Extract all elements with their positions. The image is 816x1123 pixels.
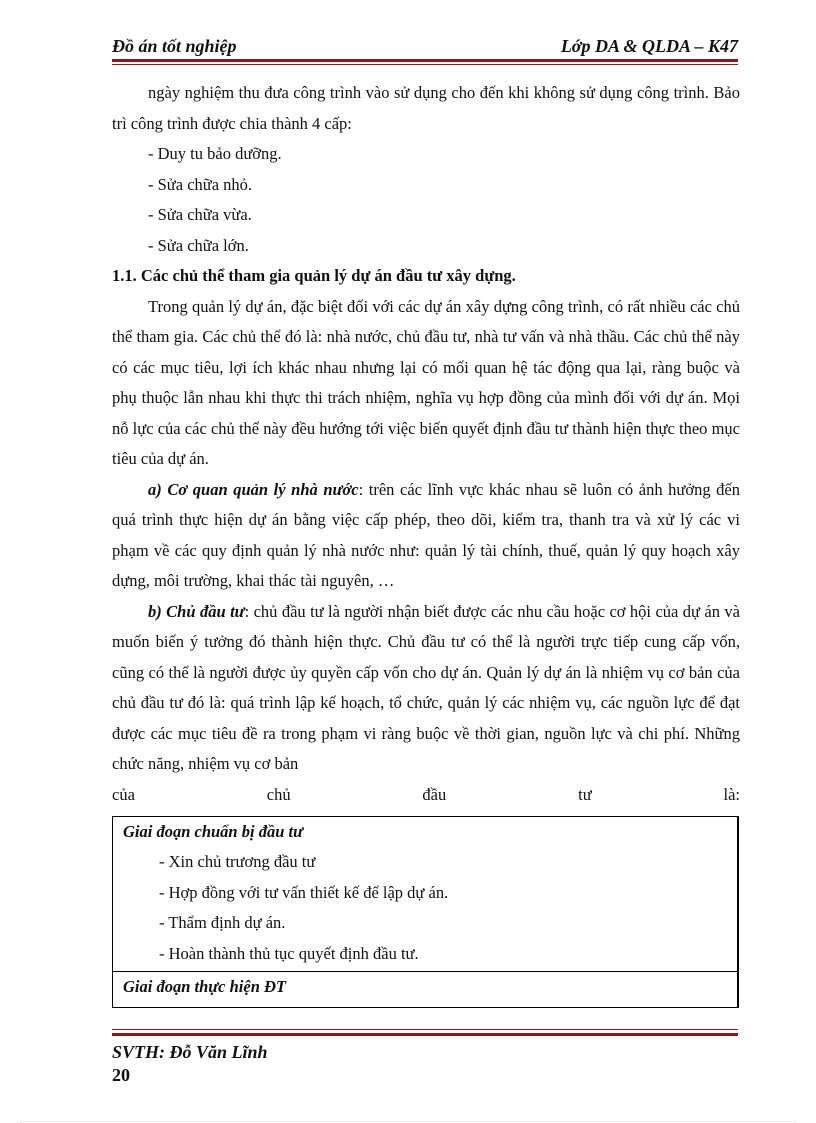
level-item: - Sửa chữa vừa. — [148, 205, 252, 224]
header-rule — [112, 59, 738, 62]
header-class: Lớp DA & QLDA – K47 — [560, 36, 738, 56]
header-title: Đồ án tốt nghiệp — [112, 36, 237, 56]
investor-label: b) Chủ đầu tư — [148, 601, 245, 621]
page-footer — [112, 1042, 268, 1086]
paragraph-state-agency — [112, 475, 740, 597]
stage-item: - Hợp đồng với tư vấn thiết kế để lập dự án. — [159, 882, 449, 902]
intro-paragraph: ngày nghiệm thu đưa công trình vào sử dụng cho đến khi không sử dụng công trình. Bảo trì công trình được chia thành 4 cấp: — [112, 83, 740, 133]
stage-implementation: Giai đoạn thực hiện ĐT — [123, 977, 286, 996]
paragraph-investor — [112, 597, 740, 780]
investor-last-line: của chủ đầu tư là: — [112, 784, 740, 804]
stage-table — [112, 816, 739, 1008]
stage-item: - Xin chủ trương đầu tư — [159, 852, 316, 871]
investor-text: : chủ đầu tư là người nhận biết được các nhu cầu hoặc cơ hội của dự án và muốn biến ý tưởng đó thành hiện thực. Chủ đầu tư có thể là người trực tiếp cung cấp vốn, cũng có thể là người được ủy quyền cấp vốn cho dự án. Quản lý dự án là nhiệm vụ cơ bản của chủ đầu tư đó là: quá trình lập kế hoạch, tổ chức, quản lý các nhiệm vụ, các nguồn lực để đạt được các mục tiêu đề ra trong phạm vi ràng buộc về thời gian, nguồn lực và chi phí. Những chức năng, nhiệm vụ cơ bản — [112, 601, 740, 773]
header-rule-thin — [112, 64, 738, 65]
page-number: 20 — [112, 1065, 130, 1085]
state-agency-label: a) Cơ quan quản lý nhà nước — [148, 479, 359, 499]
page-body — [112, 78, 740, 810]
level-item: - Sửa chữa lớn. — [148, 235, 249, 255]
stage-item: - Thẩm định dự án. — [159, 913, 286, 932]
state-agency-text: : trên các lĩnh vực khác nhau sẽ luôn có ảnh hưởng đến quá trình thực hiện dự án bằng việc cấp phép, theo dõi, kiểm tra, thanh tra và xử lý các vi phạm về các quy định quản lý nhà nước như: quản lý tài chính, thuế, quản lý quy hoạch xây dựng, môi trường, khai thác tài nguyên, … — [112, 479, 740, 590]
stage-item: - Hoàn thành thủ tục quyết định đầu tư. — [159, 943, 419, 963]
stage-preparation: Giai đoạn chuẩn bị đầu tư — [123, 822, 303, 841]
paragraph-stakeholders: Trong quản lý dự án, đặc biệt đối với các dự án xây dựng công trình, có rất nhiều các chủ thể tham gia. Các chủ thể đó là: nhà nước, chủ đầu tư, nhà tư vấn và nhà thầu. Các chủ thể này có các mục tiêu, lợi ích khác nhau nhưng lại có mối quan hệ tác động qua lại, ràng buộc và phụ thuộc lẫn nhau khi thực thi trách nhiệm, nghĩa vụ hợp đồng của mình đối với dự án. Mọi nỗ lực của các chủ thể này đều hướng tới việc biến quyết định đầu tư thành hiện thực theo mục tiêu của dự án. — [112, 296, 740, 468]
footer-rule — [112, 1033, 738, 1036]
footer-rule-thin — [112, 1029, 738, 1030]
page-edge-line — [20, 1121, 796, 1122]
level-item: - Sửa chữa nhỏ. — [148, 174, 253, 194]
author-name: SVTH: Đỗ Văn Lĩnh — [112, 1042, 268, 1062]
page-header — [112, 32, 738, 60]
section-heading: 1.1. Các chủ thể tham gia quản lý dự án đầu tư xây dựng. — [112, 266, 516, 285]
level-item: - Duy tu bảo dưỡng. — [148, 144, 282, 163]
